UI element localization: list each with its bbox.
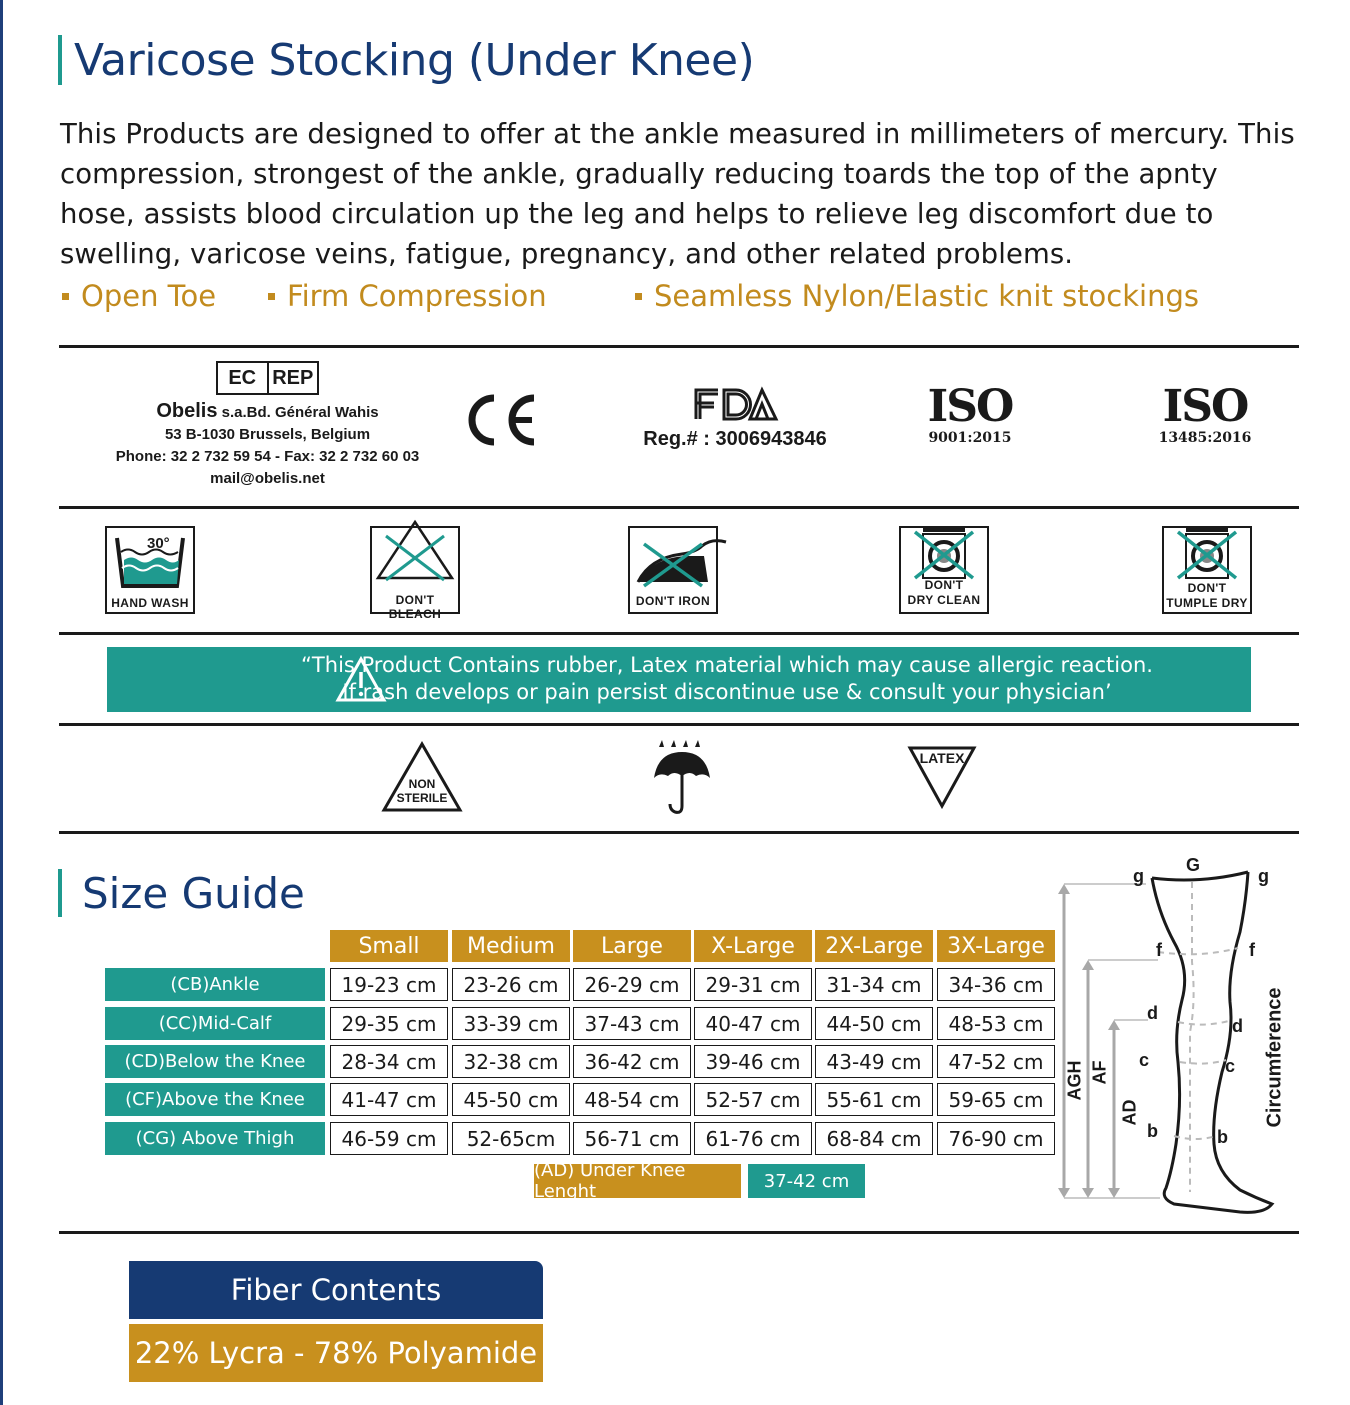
label-c-left: c bbox=[1139, 1050, 1150, 1070]
bleach-triangle-icon bbox=[372, 518, 458, 584]
feature-text: Open Toe bbox=[81, 279, 217, 313]
wash-temperature: 30° bbox=[147, 535, 170, 552]
divider bbox=[59, 506, 1299, 509]
dont-bleach-icon bbox=[370, 526, 460, 621]
size-table-cell: 47-52 cm bbox=[937, 1045, 1055, 1078]
size-table-cell: 59-65 cm bbox=[937, 1083, 1055, 1116]
ad-length-label: (AD) Under Knee Lenght bbox=[534, 1164, 741, 1198]
size-table-cell: 48-53 cm bbox=[937, 1007, 1055, 1040]
feature-open-toe bbox=[62, 276, 216, 316]
label-b-left: b bbox=[1147, 1121, 1158, 1141]
size-table-cell: 31-34 cm bbox=[815, 968, 933, 1001]
label-AD: AD bbox=[1119, 1099, 1140, 1126]
label-AF: AF bbox=[1089, 1060, 1110, 1085]
keep-dry-umbrella-icon bbox=[650, 738, 714, 816]
size-table-cell: 61-76 cm bbox=[694, 1122, 812, 1155]
size-row-label: (CG) Above Thigh bbox=[105, 1122, 325, 1155]
obelis-phone: Phone: 32 2 732 59 54 - Fax: 32 2 732 60 03 bbox=[115, 448, 420, 465]
feature-text: Seamless Nylon/Elastic knit stockings bbox=[654, 279, 1199, 313]
non-sterile-label bbox=[380, 777, 464, 805]
page-title bbox=[58, 30, 754, 90]
dont-tumble-label-2: TUMPLE DRY bbox=[1166, 596, 1248, 610]
divider bbox=[59, 831, 1299, 834]
size-table-cell: 55-61 cm bbox=[815, 1083, 933, 1116]
size-table-cell: 45-50 cm bbox=[452, 1083, 570, 1116]
dont-tumble-label-1: DON'T bbox=[1187, 581, 1227, 595]
size-table-cell: 56-71 cm bbox=[573, 1122, 691, 1155]
divider bbox=[59, 723, 1299, 726]
size-table-cell: 36-42 cm bbox=[573, 1045, 691, 1078]
size-header-cell: Large bbox=[573, 930, 691, 962]
size-table-cell: 34-36 cm bbox=[937, 968, 1055, 1001]
size-table-cell: 68-84 cm bbox=[815, 1122, 933, 1155]
dont-dry-clean-icon bbox=[899, 526, 989, 614]
dont-dry-clean-label-2: DRY CLEAN bbox=[907, 593, 981, 607]
dont-dry-clean-label-1: DON'T bbox=[924, 578, 964, 592]
bullet-square-icon bbox=[268, 293, 275, 300]
size-table-cell: 48-54 cm bbox=[573, 1083, 691, 1116]
title-accent-bar bbox=[58, 869, 62, 917]
size-table-cell: 28-34 cm bbox=[330, 1045, 448, 1078]
washer-icon bbox=[901, 524, 987, 580]
feature-firm-compression bbox=[268, 276, 547, 316]
obelis-mail: mail@obelis.net bbox=[210, 470, 325, 487]
size-header-cell: Medium bbox=[452, 930, 570, 962]
size-row-label: (CD)Below the Knee bbox=[105, 1045, 325, 1078]
label-g-right: g bbox=[1258, 866, 1269, 886]
iso-standard: 9001:2015 bbox=[928, 430, 1012, 446]
warning-line-2: If rash develops or pain persist discontinue use & consult your physician’ bbox=[342, 680, 1112, 704]
latex-label: LATEX bbox=[919, 750, 965, 766]
size-header-cell: 2X-Large bbox=[815, 930, 933, 962]
size-row-label: (CC)Mid-Calf bbox=[105, 1007, 325, 1040]
size-header-cell: X-Large bbox=[694, 930, 812, 962]
dryer-icon bbox=[1164, 524, 1250, 580]
ce-mark-icon bbox=[462, 390, 542, 450]
size-table-cell: 29-35 cm bbox=[330, 1007, 448, 1040]
iso-text: ISO bbox=[927, 381, 1013, 432]
size-table-cell: 40-47 cm bbox=[694, 1007, 812, 1040]
leg-measurement-diagram bbox=[1050, 852, 1300, 1222]
fiber-contents-value: 22% Lycra - 78% Polyamide bbox=[129, 1324, 543, 1382]
size-table-cell: 43-49 cm bbox=[815, 1045, 933, 1078]
hand-wash-label: HAND WASH bbox=[111, 596, 189, 610]
hand-wash-icon bbox=[105, 526, 195, 614]
divider bbox=[59, 1231, 1299, 1234]
size-table-cell: 44-50 cm bbox=[815, 1007, 933, 1040]
rep-label: REP bbox=[272, 366, 314, 389]
size-table-cell: 76-90 cm bbox=[937, 1122, 1055, 1155]
size-table-cell: 46-59 cm bbox=[330, 1122, 448, 1155]
warning-text bbox=[287, 652, 1167, 706]
size-row-label: (CB)Ankle bbox=[105, 968, 325, 1001]
size-table-cell: 41-47 cm bbox=[330, 1083, 448, 1116]
dont-iron-label: DON'T IRON bbox=[635, 594, 711, 608]
bullet-square-icon bbox=[62, 293, 69, 300]
left-edge-rule bbox=[0, 0, 3, 1405]
fiber-contents-heading: Fiber Contents bbox=[129, 1261, 543, 1319]
sterile-text: STERILE bbox=[396, 791, 448, 805]
iso-text: ISO bbox=[1162, 381, 1248, 432]
ec-label: EC bbox=[218, 363, 269, 393]
label-d-right: d bbox=[1232, 1016, 1243, 1036]
bullet-square-icon bbox=[635, 293, 642, 300]
label-circumference: Circumference bbox=[1263, 987, 1286, 1128]
label-c-right: c bbox=[1225, 1056, 1236, 1076]
size-table-cell: 37-43 cm bbox=[573, 1007, 691, 1040]
size-header-cell: 3X-Large bbox=[937, 930, 1055, 962]
obelis-name: Obelis bbox=[156, 400, 218, 422]
iso-9001-badge bbox=[920, 381, 1020, 446]
size-table-cell: 29-31 cm bbox=[694, 968, 812, 1001]
iron-icon bbox=[630, 528, 730, 592]
size-table-cell: 32-38 cm bbox=[452, 1045, 570, 1078]
size-table-cell: 39-46 cm bbox=[694, 1045, 812, 1078]
title-accent-bar bbox=[58, 35, 62, 85]
label-d-left: d bbox=[1147, 1003, 1158, 1023]
size-table-cell: 23-26 cm bbox=[452, 968, 570, 1001]
obelis-addr1: s.a.Bd. Général Wahis bbox=[221, 404, 379, 421]
obelis-addr2: 53 B-1030 Brussels, Belgium bbox=[164, 426, 371, 443]
non-text: NON bbox=[408, 777, 436, 791]
page-title-text: Varicose Stocking (Under Knee) bbox=[74, 34, 755, 86]
label-AGH: AGH bbox=[1064, 1060, 1085, 1101]
size-table-cell: 33-39 cm bbox=[452, 1007, 570, 1040]
size-guide-title bbox=[58, 866, 305, 920]
label-G: G bbox=[1186, 855, 1201, 875]
dont-iron-icon bbox=[628, 526, 718, 614]
allergy-warning-banner bbox=[107, 647, 1251, 712]
feature-text: Firm Compression bbox=[287, 279, 547, 313]
ad-length-value: 37-42 cm bbox=[748, 1164, 865, 1198]
size-table-cell: 19-23 cm bbox=[330, 968, 448, 1001]
iso-13485-badge bbox=[1150, 381, 1260, 446]
fda-logo-icon bbox=[692, 386, 782, 422]
dont-bleach-label: DON'T BLEACH bbox=[388, 593, 442, 621]
warning-line-1: “This Product Contains rubber, Latex material which may cause allergic reaction. bbox=[301, 653, 1153, 677]
fda-registration: Reg.# : 3006943846 bbox=[643, 428, 827, 450]
size-guide-title-text: Size Guide bbox=[82, 868, 305, 918]
label-f-right: f bbox=[1249, 940, 1255, 960]
iso-standard: 13485:2016 bbox=[1158, 430, 1252, 446]
label-f-left: f bbox=[1156, 940, 1162, 960]
obelis-address bbox=[90, 400, 445, 490]
size-header-cell: Small bbox=[330, 930, 448, 962]
dont-tumble-dry-icon bbox=[1162, 526, 1252, 614]
feature-seamless bbox=[635, 276, 1199, 316]
label-g-left: g bbox=[1133, 866, 1144, 886]
product-description: This Products are designed to offer at the ankle measured in millimeters of mercury. This compression, strongest of the ankle, gradually reducing toards the top of the apnty hose, assists blood circulation up the leg and helps to relieve leg discomfort due to swelling, varicose veins, fatigue, pregnancy, and other related problems. bbox=[60, 118, 1295, 270]
label-b-right: b bbox=[1217, 1127, 1228, 1147]
size-table-cell: 52-57 cm bbox=[694, 1083, 812, 1116]
size-table-cell: 26-29 cm bbox=[573, 968, 691, 1001]
ec-rep-box bbox=[216, 361, 319, 395]
size-row-label: (CF)Above the Knee bbox=[105, 1083, 325, 1116]
divider bbox=[59, 632, 1299, 635]
size-table-cell: 52-65cm bbox=[452, 1122, 570, 1155]
divider bbox=[59, 345, 1299, 348]
